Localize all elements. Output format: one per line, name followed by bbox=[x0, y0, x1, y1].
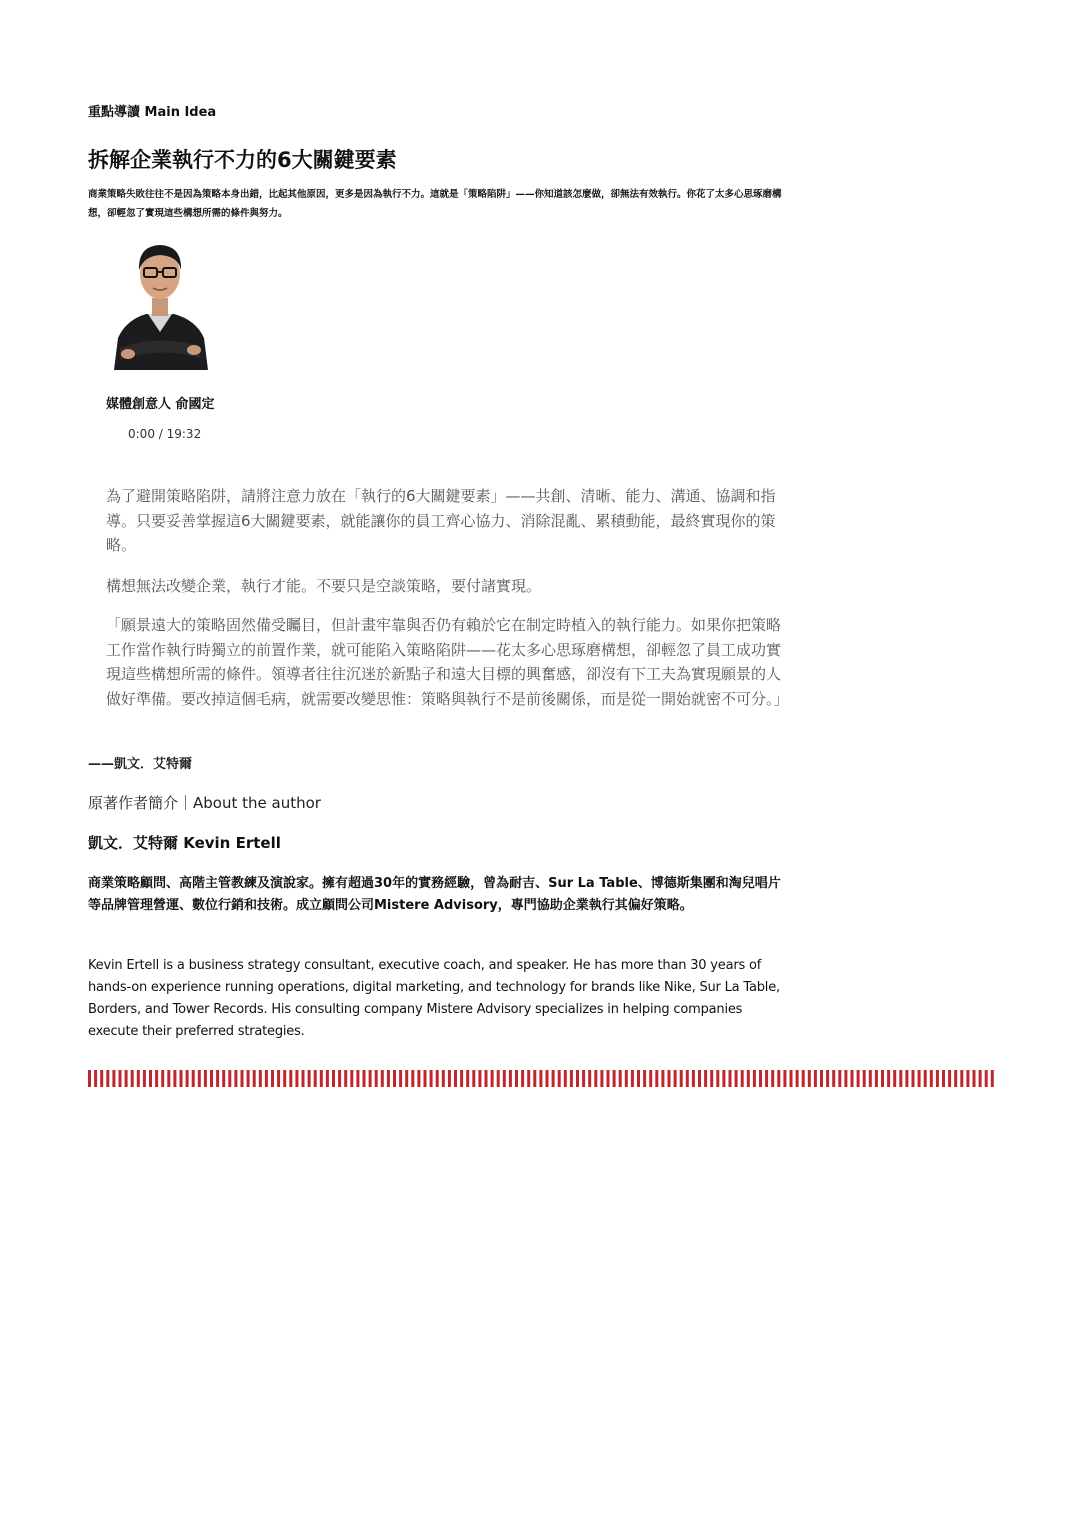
audio-player[interactable] bbox=[128, 427, 201, 441]
article-headline: 拆解企業執行不力的6大關鍵要素 bbox=[88, 148, 397, 172]
author-portrait bbox=[108, 234, 212, 370]
striped-divider bbox=[88, 1070, 998, 1087]
audio-time: 0:00 / 19:32 bbox=[128, 427, 202, 441]
author-bio-english: Kevin Ertell is a business strategy consultant, executive coach, and speaker. He has more than 30 years of hands-on experience running operations, digital marketing, and technology for brands like Nike, Sur La Table, Borders, and Tower Records. His consulting company Mistere Advisory specializes in helping companies execute their preferred strategies. bbox=[88, 958, 780, 1039]
portrait-caption: 媒體創意人 俞國定 bbox=[106, 397, 215, 412]
article-lede: 商業策略失敗往往不是因為策略本身出錯，比起其他原因，更多是因為執行不力。這就是「策略陷阱」——你知道該怎麼做，卻無法有效執行。你花了太多心思琢磨構想，卻輕忽了實現這些構想所需的條件與努力。 bbox=[88, 189, 782, 219]
body-paragraph: 構想無法改變企業，執行才能。不要只是空談策略，要付諸實現。 bbox=[106, 577, 542, 595]
about-author-heading: 原著作者簡介｜About the author bbox=[88, 794, 321, 812]
quote-attribution: ——凱文．艾特爾 bbox=[88, 757, 193, 772]
body-paragraph: 為了避開策略陷阱，請將注意力放在「執行的6大關鍵要素」——共創、清晰、能力、溝通、協調和指導。只要妥善掌握這6大關鍵要素，就能讓你的員工齊心協力、消除混亂、累積動能，最終實現你的策略。 bbox=[106, 487, 776, 554]
section-label: 重點導讀 Main Idea bbox=[88, 105, 217, 120]
author-bio-chinese: 商業策略顧問、高階主管教練及演說家。擁有超過30年的實務經驗，曾為耐吉、Sur La Table、博德斯集團和淘兒唱片等品牌管理營運、數位行銷和技術。成立顧問公司Mistere Advisory，專門協助企業執行其偏好策略。 bbox=[88, 876, 781, 913]
author-name: 凱文．艾特爾 Kevin Ertell bbox=[88, 834, 281, 852]
pull-quote: 「願景遠大的策略固然備受矚目，但計畫牢靠與否仍有賴於它在制定時植入的執行能力。如果你把策略工作當作執行時獨立的前置作業，就可能陷入策略陷阱——花太多心思琢磨構想，卻輕忽了員工成功實現這些構想所需的條件。領導者往往沉迷於新點子和遠大目標的興奮感，卻沒有下工夫為實現願景的人做好準備。要改掉這個毛病，就需要改變思惟：策略與執行不是前後關係，而是從一開始就密不可分。」 bbox=[106, 616, 789, 708]
